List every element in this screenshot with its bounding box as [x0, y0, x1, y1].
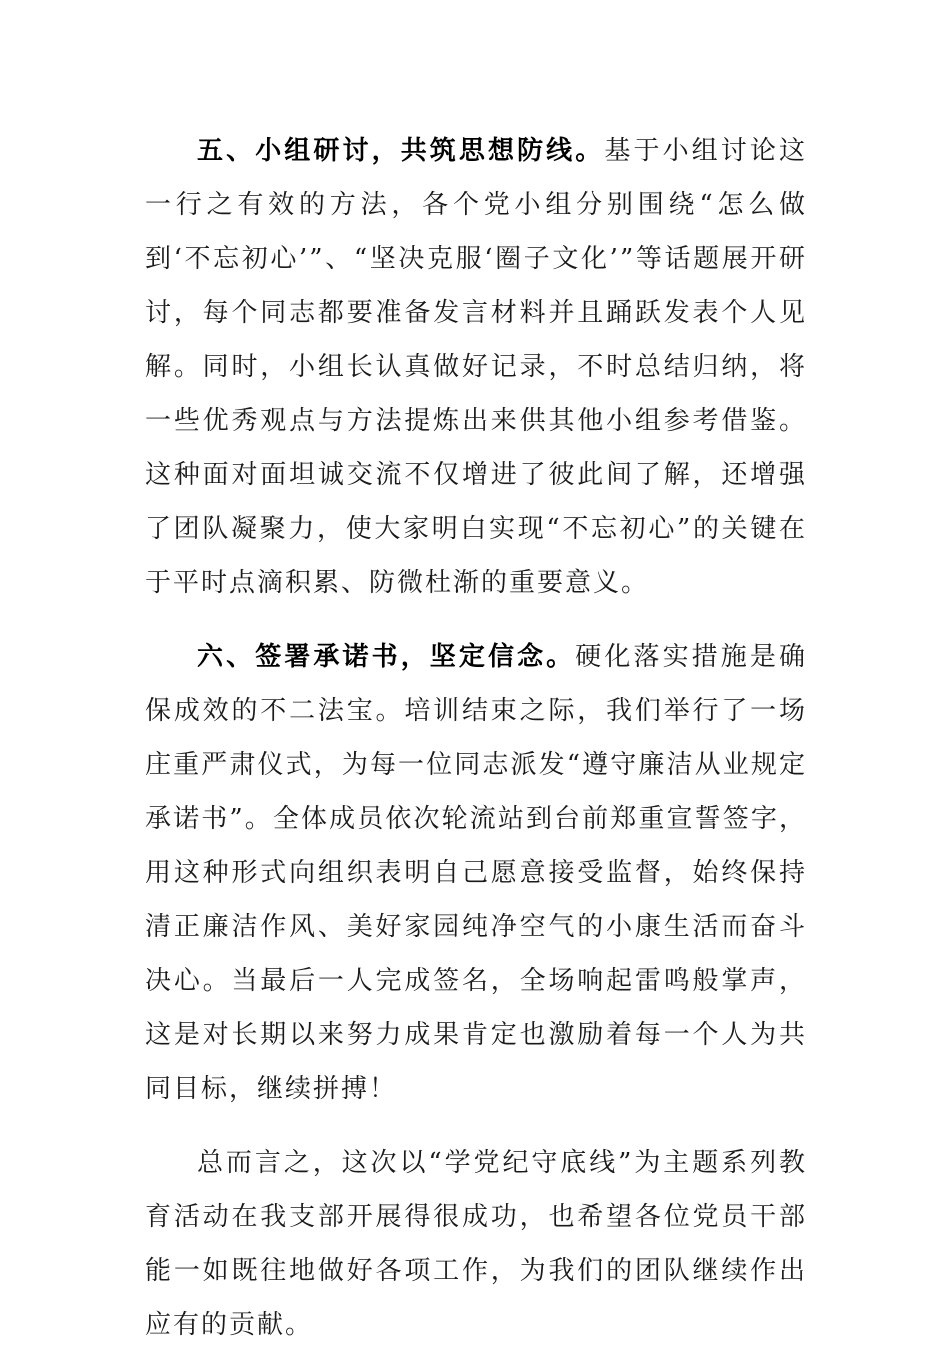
paragraph-section-five	[145, 124, 807, 610]
paragraph-text: 总而言之，这次以“学党纪守底线”为主题系列教育活动在我支部开展得很成功，也希望各位党员干部能一如既往地做好各项工作，为我们的团队继续作出应有的贡献。	[145, 1148, 807, 1340]
paragraph-text: 基于小组讨论这一行之有效的方法，各个党小组分别围绕“怎么做到‘不忘初心’”、“坚决克服‘圈子文化’”等话题展开研讨，每个同志都要准备发言材料并且踊跃发表个人见解。同时，小组长认真做好记录，不时总结归纳，将一些优秀观点与方法提炼出来供其他小组参考借鉴。这种面对面坦诚交流不仅增进了彼此间了解，还增强了团队凝聚力，使大家明白实现“不忘初心”的关键在于平时点滴积累、防微杜渐的重要意义。	[145, 136, 807, 598]
paragraph-conclusion	[145, 1136, 807, 1352]
paragraph-text: 硬化落实措施是确保成效的不二法宝。培训结束之际，我们举行了一场庄重严肃仪式，为每一位同志派发“遵守廉洁从业规定承诺书”。全体成员依次轮流站到台前郑重宣誓签字，用这种形式向组织表明自己愿意接受监督，始终保持清正廉洁作风、美好家园纯净空气的小康生活而奋斗决心。当最后一人完成签名，全场响起雷鸣般掌声，这是对长期以来努力成果肯定也激励着每一个人为共同目标，继续拼搏！	[145, 642, 807, 1104]
document-body	[145, 124, 807, 1352]
section-heading-six: 六、签署承诺书，坚定信念。	[197, 642, 576, 672]
paragraph-section-six	[145, 630, 807, 1116]
section-heading-five: 五、小组研讨，共筑思想防线。	[197, 136, 605, 166]
